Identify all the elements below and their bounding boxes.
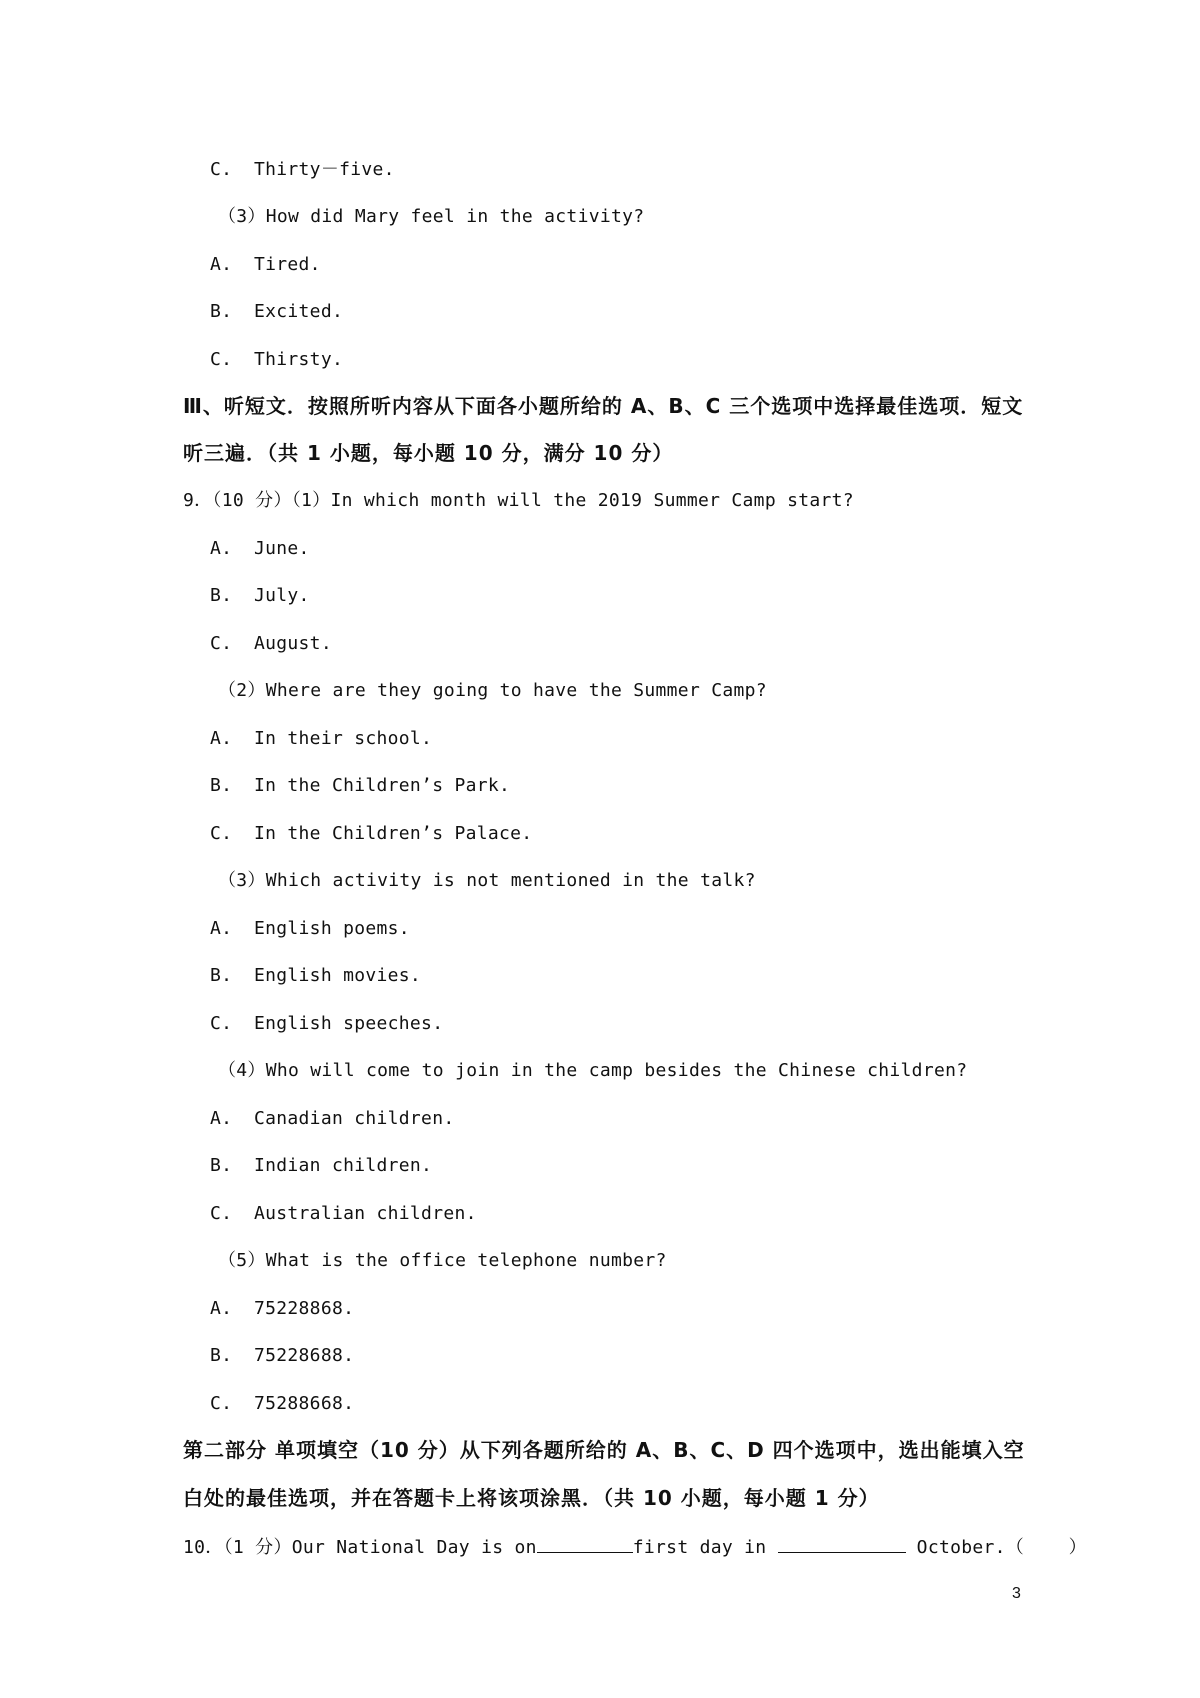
option-line: B. July. <box>210 585 310 606</box>
option-line: B. Excited. <box>210 301 344 322</box>
option-line: A. Canadian children. <box>210 1108 455 1129</box>
sub-question: （3）How did Mary feel in the activity? <box>218 206 645 227</box>
option-line: C. Thirsty. <box>210 349 344 370</box>
option-line: C. August. <box>210 633 332 654</box>
option-line: C. Thirty－five. <box>210 159 395 180</box>
sub-question: （2）Where are they going to have the Summer Camp? <box>218 680 767 701</box>
page-number: 3 <box>1012 1585 1021 1602</box>
sub-question: （4）Who will come to join in the camp besides the Chinese children? <box>218 1060 968 1081</box>
sub-question: （3）Which activity is not mentioned in the talk? <box>218 870 756 891</box>
option-line: A. English poems. <box>210 918 410 939</box>
option-line: B. English movies. <box>210 965 422 986</box>
section-heading: 白处的最佳选项，并在答题卡上将该项涂黑．（共 10 小题，每小题 1 分） <box>183 1486 880 1510</box>
option-line: C. In the Children’s Palace. <box>210 823 533 844</box>
answer-blank[interactable] <box>537 1532 633 1553</box>
section-heading: 听三遍．（共 1 小题，每小题 10 分，满分 10 分） <box>183 441 674 465</box>
option-line: C. English speeches. <box>210 1013 444 1034</box>
option-line: C. 75288668. <box>210 1393 355 1414</box>
option-line: A. In their school. <box>210 728 433 749</box>
option-line: A. Tired. <box>210 254 321 275</box>
answer-blank[interactable] <box>778 1532 906 1553</box>
option-line: A. 75228868. <box>210 1298 355 1319</box>
sub-question: （5）What is the office telephone number? <box>218 1250 667 1271</box>
option-line: B. 75228688. <box>210 1345 355 1366</box>
section-heading: Ⅲ、听短文．按照所听内容从下面各小题所给的 A、B、C 三个选项中选择最佳选项．短文 <box>183 394 1024 418</box>
option-line: B. Indian children. <box>210 1155 433 1176</box>
option-line: A. June. <box>210 538 310 559</box>
option-line: C. Australian children. <box>210 1203 477 1224</box>
option-line: B. In the Children’s Park. <box>210 775 511 796</box>
section-heading: 第二部分 单项填空（10 分）从下列各题所给的 A、B、C、D 四个选项中，选出能填入空 <box>183 1438 1025 1462</box>
question-10: 10．（1 分）Our National Day is on first day in October.（ ） <box>183 1532 1087 1562</box>
question-9: 9．（10 分）（1）In which month will the 2019 Summer Camp start? <box>183 490 854 511</box>
